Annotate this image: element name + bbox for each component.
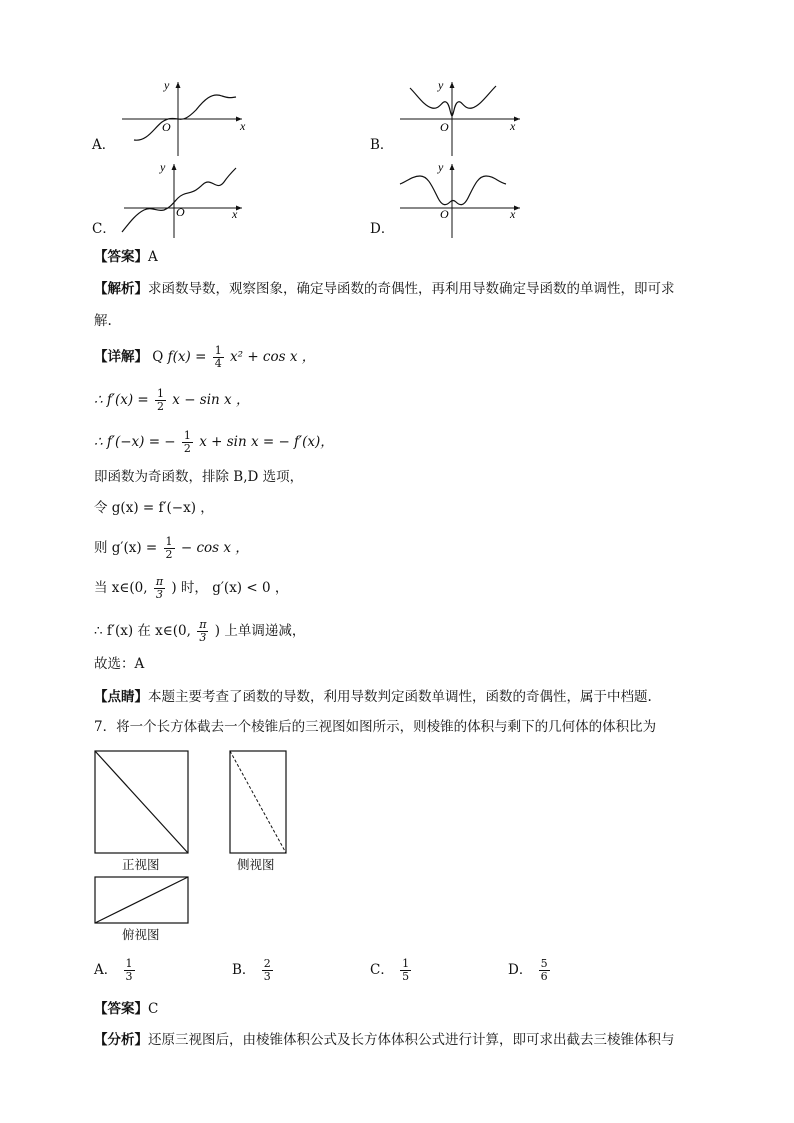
q7-answer (94, 1000, 158, 1018)
top-view (94, 876, 190, 926)
answer-tag: 【答案】 (94, 249, 148, 265)
option-a[interactable] (92, 78, 252, 158)
side-view-label: 侧视图 (237, 857, 275, 872)
fraction-den: 6 (540, 970, 548, 983)
fraction-den: 5 (402, 970, 410, 983)
fraction-num: 2 (263, 957, 271, 970)
y-axis-label: y (438, 78, 444, 92)
detail-tag: 【详解】 (94, 349, 148, 365)
fraction-den: 2 (165, 548, 173, 561)
origin-label: O (440, 207, 449, 221)
q6-comment (94, 688, 652, 706)
answer-value: A (148, 249, 158, 265)
x-axis-label: x (240, 119, 246, 133)
fraction-num: 5 (540, 957, 548, 970)
side-view (229, 750, 289, 856)
answer-value: C (148, 1001, 159, 1017)
front-view-label: 正视图 (122, 857, 160, 872)
option-label: D． (508, 962, 533, 978)
q7-option-d[interactable] (508, 958, 552, 983)
formula-text: 当 x∈(0, (94, 580, 148, 596)
fraction-den: 3 (125, 970, 133, 983)
fraction-den: 3 (263, 970, 271, 983)
fraction-den: 2 (157, 400, 164, 413)
x-axis-label: x (232, 207, 238, 221)
fraction (213, 345, 224, 370)
graph-b (390, 78, 530, 158)
fraction-num: π (155, 575, 164, 588)
origin-label: O (440, 120, 449, 134)
y-axis-label: y (164, 78, 170, 92)
q7-option-a[interactable] (94, 958, 137, 983)
formula-text: 则 g′(x) = (94, 540, 158, 556)
formula-text: ) 时， g′(x) < 0 ， (171, 580, 289, 596)
formula-text: − cos x ， (180, 540, 249, 556)
x-axis-label: x (510, 207, 516, 221)
formula-text: x + sin x = − f′(x)， (199, 434, 334, 450)
q7-analysis (94, 1031, 675, 1049)
formula-text: ∴ f′(x) = (94, 392, 149, 408)
analysis-text: 还原三视图后，由棱锥体积公式及长方体体积公式进行计算，即可求出截去三棱锥体积与 (148, 1032, 675, 1048)
option-d[interactable] (370, 160, 530, 240)
origin-label: O (176, 205, 185, 219)
comment-tag: 【点睛】 (94, 689, 148, 705)
formula-text: x² + cos x ， (230, 349, 316, 365)
fraction (262, 958, 273, 983)
three-views-figure (94, 750, 294, 946)
q6-detail-line8 (94, 619, 305, 644)
graph-a (112, 78, 252, 158)
fraction (197, 619, 208, 644)
fraction-num: 1 (214, 344, 222, 357)
option-label: D． (370, 221, 395, 237)
option-label: A． (94, 962, 118, 978)
analysis-tag: 【解析】 (94, 281, 148, 297)
because-symbol: Q (152, 349, 164, 365)
q6-detail-line9: 故选：A (94, 656, 145, 672)
fraction (154, 576, 165, 601)
q6-analysis-line2: 解. (94, 313, 112, 329)
graph-d (390, 160, 530, 240)
q7-stem: 7．将一个长方体截去一个棱锥后的三视图如图所示，则棱锥的体积与剩下的几何体的体积比为 (94, 719, 657, 735)
q6-detail-line4: 即函数为奇函数，排除 B,D 选项， (94, 469, 304, 485)
fraction (182, 430, 193, 455)
formula-text: ∴ f′(x) 在 x∈(0, (94, 623, 191, 639)
fraction-den: 3 (155, 588, 163, 601)
option-label: B． (370, 137, 394, 153)
q6-answer (94, 248, 158, 266)
fraction-den: 4 (214, 357, 222, 370)
option-label: C． (370, 962, 394, 978)
q6-detail-line6 (94, 536, 249, 561)
fraction (539, 958, 550, 983)
option-label: C． (92, 221, 116, 237)
formula-text: ∴ f′(−x) = − (94, 434, 176, 450)
option-c[interactable] (92, 160, 252, 240)
option-b[interactable] (370, 78, 530, 158)
analysis-text: 求函数导数，观察图象，确定导函数的奇偶性，再利用导数确定导函数的单调性，即可求 (148, 281, 675, 297)
formula-text: f(x) = (167, 349, 207, 365)
answer-tag: 【答案】 (94, 1001, 148, 1017)
y-axis-label: y (438, 160, 444, 174)
option-label: A． (92, 137, 116, 153)
front-view (94, 750, 190, 856)
q7-option-b[interactable] (232, 958, 275, 983)
fraction-num: 1 (157, 387, 164, 400)
formula-text: x − sin x ， (172, 392, 250, 408)
fraction-num: 1 (165, 535, 173, 548)
q6-detail-line2 (94, 388, 249, 413)
fraction-num: 1 (402, 957, 410, 970)
analysis-tag: 【分析】 (94, 1032, 148, 1048)
comment-text: 本题主要考查了函数的导数，利用导数判定函数单调性，函数的奇偶性，属于中档题. (148, 689, 652, 705)
q6-detail-line3 (94, 430, 334, 455)
y-axis-label: y (160, 160, 166, 174)
q6-detail-line1 (94, 345, 315, 370)
fraction-num: π (199, 618, 207, 631)
q7-option-c[interactable] (370, 958, 413, 983)
option-label: B． (232, 962, 256, 978)
fraction-num: 1 (183, 429, 191, 442)
graph-c (112, 160, 252, 240)
formula-text: ) 上单调递减， (214, 623, 306, 639)
fraction (164, 536, 175, 561)
fraction (124, 958, 135, 983)
top-view-label: 俯视图 (122, 927, 160, 942)
q6-analysis-line1 (94, 280, 675, 298)
q6-detail-line5: 令 g(x) = f′(−x) ， (94, 500, 214, 516)
fraction-den: 2 (183, 442, 191, 455)
x-axis-label: x (510, 119, 516, 133)
fraction-num: 1 (125, 957, 133, 970)
origin-label: O (162, 120, 171, 134)
fraction (155, 388, 166, 413)
q6-detail-line7 (94, 576, 288, 601)
fraction-den: 3 (199, 631, 207, 644)
fraction (400, 958, 411, 983)
